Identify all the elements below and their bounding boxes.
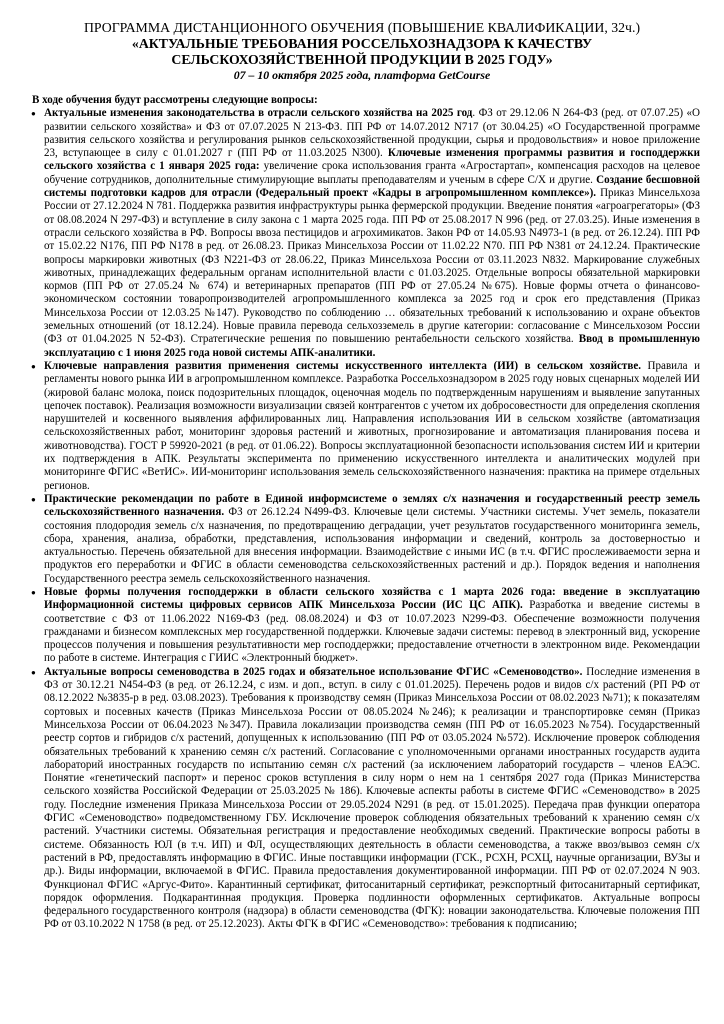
topic-text: Правила и регламенты нового рынка ИИ в агропромышленном комплексе. Разработка Россельхознадзором в 2025 году новых сценарных моделей ИИ (жировой баланс молока, поиск подозрительных площадок, оценочная модель по подтвержденным нарушениям и выявление запутанных цепочек поставок). Реализация возможности визуализации связей контрагентов с учетом их добросовестности для определения скопления нарушителей и косвенного выявления аффилированных лиц. Направления использования ИИ в сельском хозяйстве (автоматизация сельскохозяйственных работ, мониторинг здоровья растений и животных, прогнозирование и автоматизация планирования посева и животноводства). ГОСТ Р 59920-2021 (в ред. от 01.06.22). Вопросы эксплуатационной безопасности использования систем ИИ и критерии их подтверждения в АПК. Результаты эксперимента по применению искусственного интеллекта и аналитических модулей при мониторинге ФГИС «ВетИС». ИИ-мониторинг использования земель сельскохозяйственного назначения: практика на примере отдельных регионов. bbox=[44, 359, 700, 492]
topic-item bbox=[30, 493, 700, 586]
topic-heading: Актуальные вопросы семеноводства в 2025 годах и обязательное использование ФГИС «Семеноводство». bbox=[44, 665, 583, 678]
program-title-line-1: «АКТУАЛЬНЫЕ ТРЕБОВАНИЯ РОССЕЛЬХОЗНАДЗОРА К КАЧЕСТВУ bbox=[131, 35, 593, 51]
topic-subheading: Ввод в промышленную эксплуатацию с 1 июня 2025 года новой системы АПК-аналитики. bbox=[44, 333, 700, 359]
topic-text: увеличение срока использования гранта «Агростартап», компенсация расходов на целевое обучение сотрудников, дополнительные стимулирующие выплаты преподавателям и ученым в сфере С/Х и другие. bbox=[44, 160, 700, 186]
topic-text: Приказ Минсельхоза России от 27.12.2024 N 781. Поддержка развития инфраструктуры рынка фермерской продукции. Введение понятия «агроагрегаторы» (ФЗ от 08.08.2024 N 297-ФЗ) и вступление в силу закона с 1 марта 2025 года. ПП РФ от 25.08.2017 N 996 (ред. от 27.03.25). Иные изменения в отрасли сельского хозяйства в РФ. Вопросы ввоза пестицидов и агрохимикатов. Закон РФ от 14.05.93 N4973-1 (в ред. от 26.12.24). ПП РФ от 15.02.22 N176, ПП РФ N178 в ред. от 26.08.23. Приказ Минсельхоза России от 11.02.22 N70. ПП РФ N381 от 24.12.24. Практические вопросы маркировки животных (ФЗ N221-ФЗ от 28.06.22, Приказ Минсельхоза России от 03.11.2023 N832. Маркирование служебных животных, принадлежащих федеральным органам исполнительной власти с 01.03.2025. Отдельные вопросы обязательной маркировки кормов (ПП РФ от 27.05.24 № 674) и ветеринарных препаратов (ПП РФ от 27.05.24 №675). Новые формы отчета о финансово-экономическом состоянии товаропроизводителей агропромышленного комплекса за 2025 год и срок его представления (Приказ Минсельхоза России от 12.03.25 №147). Руководство по соблюдению … обязательных требований к использованию и охране объектов земельных отношений (от 18.12.24). Новые правила перевода сельхозземель в другие категории: согласование с Минсельхозом России (ФЗ от 01.04.2025 N 52-ФЗ). Стратегические решения по повышению рентабельности сельского хозяйства. bbox=[44, 187, 700, 346]
document-body bbox=[30, 94, 700, 932]
program-type-line: ПРОГРАММА ДИСТАНЦИОННОГО ОБУЧЕНИЯ (ПОВЫШЕНИЕ КВАЛИФИКАЦИИ, 32ч.) bbox=[83, 20, 641, 35]
topic-text: . ФЗ от 29.12.06 N 264-ФЗ (ред. от 07.07.25) «О развитии сельского хозяйства» и ФЗ от 07.07.2025 N 213-ФЗ. ПП РФ от 14.07.2012 N717 (от 30.04.25) «О Государственной программе развития сельского хозяйства и регулирования рынков сельскохозяйственной продукции, сырья и продовольствия» и новое приложение 23, вступающее в силу с 01.01.2027 г (ПП РФ от 11.03.2025 N300). bbox=[44, 107, 700, 160]
program-dates: 07 – 10 октября 2025 года, платформа GetCourse bbox=[233, 68, 491, 83]
topic-heading: Ключевые направления развития применения системы искусственного интеллекта (ИИ) в сельском хозяйстве. bbox=[44, 359, 641, 372]
topic-text: Разработка и введение системы в соответствие с ФЗ от 11.06.2022 N169-ФЗ (ред. 08.08.2024) и ФЗ от 10.07.2023 N299-ФЗ. Обеспечение возможности получения гражданами и бизнесом комплексных мер государственной поддержки. Ключевые задачи системы: перевод в электронный вид, ускорение процессов получения и повышения результативности мер господдержки; предоставление отчетности в электронном виде. Рекомендации по работе в системе. Интеграция с ГИИС «Электронный бюджет». bbox=[44, 599, 700, 665]
topic-item bbox=[30, 666, 700, 932]
topic-text: Последние изменения в ФЗ от 30.12.21 N454-ФЗ (в ред. от 26.12.24, с изм. и доп., вступ. в силу с 01.01.2025). Перечень родов и видов с/х растений (РП РФ от 08.12.2022 №3835-р в ред. 03.08.2023). Требования к производству семян (Приказ Минсельхоза России от 08.02.2023 №71); к показателям сортовых и посевных качеств (Приказ Минсельхоза России от 08.05.2024 №246); к реализации и транспортировке семян (Приказ Минсельхоза России от 06.04.2023 №347). Правила локализации производства семян (ПП РФ от 16.05.2023 №754). Государственный реестр сортов и гибридов с/х растений, допущенных к использованию (ПП РФ от 03.05.2024 №572). Исключение проверок соблюдения обязательных требований к хранению семян с/х растений. Согласование с уполномоченными органами иностранных государств аудита лабораторий иностранных государств по испытанию семян с/х растений (за исключением лабораторий государств – членов ЕАЭС. Понятие «генетический паспорт» и перенос сроков вступления в силу норм о нем на 1 сентября 2027 года (Приказ Министерства сельского хозяйства Российской Федерации от 25.03.2025 № 186). Ключевые аспекты работы в системе ФГИС «Семеноводство» в 2025 году. Последние изменения Приказа Минсельхоза России от 29.05.2024 N291 (в ред. от 15.01.2025). Передача прав функции оператора ФГИС «Семеноводство» подведомственному ГБУ. Исключение проверок соблюдения обязательных требований к хранению семян с/х растений. Участники системы. Обязательная регистрация и предоставление необходимых сведений. Практические вопросы работы в системе. Обязанность ЮЛ (в т.ч. ИП) и ФЛ, осуществляющих деятельность в области семеноводства, а также ввоз/вывоз семян с/х растений в РФ, предоставлять информацию в ФГИС. Иные поставщики информации (ГСК., РСХН, РСХЦ, научные организации, ВУЗы и др.). Виды информации, включаемой в ФГИС. Правила предоставления документированной информации. ПП РФ от 02.07.2024 N 903. Функционал ФГИС «Аргус-Фито». Карантинный сертификат, фитосанитарный сертификат, реэкспортный фитосанитарный сертификат, порядок оформления. Подкарантинная продукция. Проверка подлинности оформленных сертификатов. Актуальные вопросы федерального государственного контроля (надзора) в области семеноводства (ФГК): новации законодательства. Ключевые положения ПП РФ от 03.10.2022 N 1758 (в ред. от 25.12.2023). Акты ФГК в ФГИС «Семеноводство»: требования к подписанию; bbox=[44, 665, 700, 931]
topic-text: ФЗ от 26.12.24 N499-ФЗ. Ключевые цели системы. Участники системы. Учет земель, показатели состояния плодородия земель с/х назначения, по предотвращению деградации, учет результатов государственного мониторинга земель, сбора, хранения, анализа, обработки, представления, использования информации и сведений, контроль за достоверностью и актуальностью. Перечень обязательной для внесения информации. Взаимодействие с иными ИС (в т.ч. ФГИС прослеживаемости зерна и продуктов его переработки и ФГИС в области семеноводства сельскохозяйственных растений и др.). Порядок ведения и наполнения Государственного реестра земель сельскохозяйственного назначения. bbox=[44, 506, 700, 585]
topic-item bbox=[30, 586, 700, 666]
program-title-line-2: СЕЛЬСКОХОЗЯЙСТВЕННОЙ ПРОДУКЦИИ В 2025 ГОДУ» bbox=[171, 51, 553, 67]
topic-heading: Новые формы получения господдержки в области сельского хозяйства с 1 марта 2026 года: введение в эксплуатацию Информационной системы цифровых сервисов АПК Минсельхоза России (ИС ЦС АПК). bbox=[44, 585, 700, 612]
topic-heading: Актуальные изменения законодательства в отрасли сельского хозяйства на 2025 год bbox=[44, 107, 473, 120]
topic-subheading: Ключевые изменения программы развития и господдержки сельского хозяйства с 1 января 2025 года: bbox=[44, 147, 700, 173]
intro-line: В ходе обучения будут рассмотрены следующие вопросы: bbox=[32, 94, 318, 106]
topic-list bbox=[30, 107, 700, 931]
topic-subheading: Создание бесшовной системы подготовки кадров для отрасли (Федеральный проект «Кадры в агропромышленном комплексе»). bbox=[44, 173, 700, 200]
topic-item bbox=[30, 107, 700, 360]
topic-heading: Практические рекомендации по работе в Единой информсистеме о землях с/х назначения и государственный реестр земель сельскохозяйственного назначения. bbox=[44, 492, 700, 519]
topic-item bbox=[30, 360, 700, 493]
document-header bbox=[30, 20, 694, 83]
